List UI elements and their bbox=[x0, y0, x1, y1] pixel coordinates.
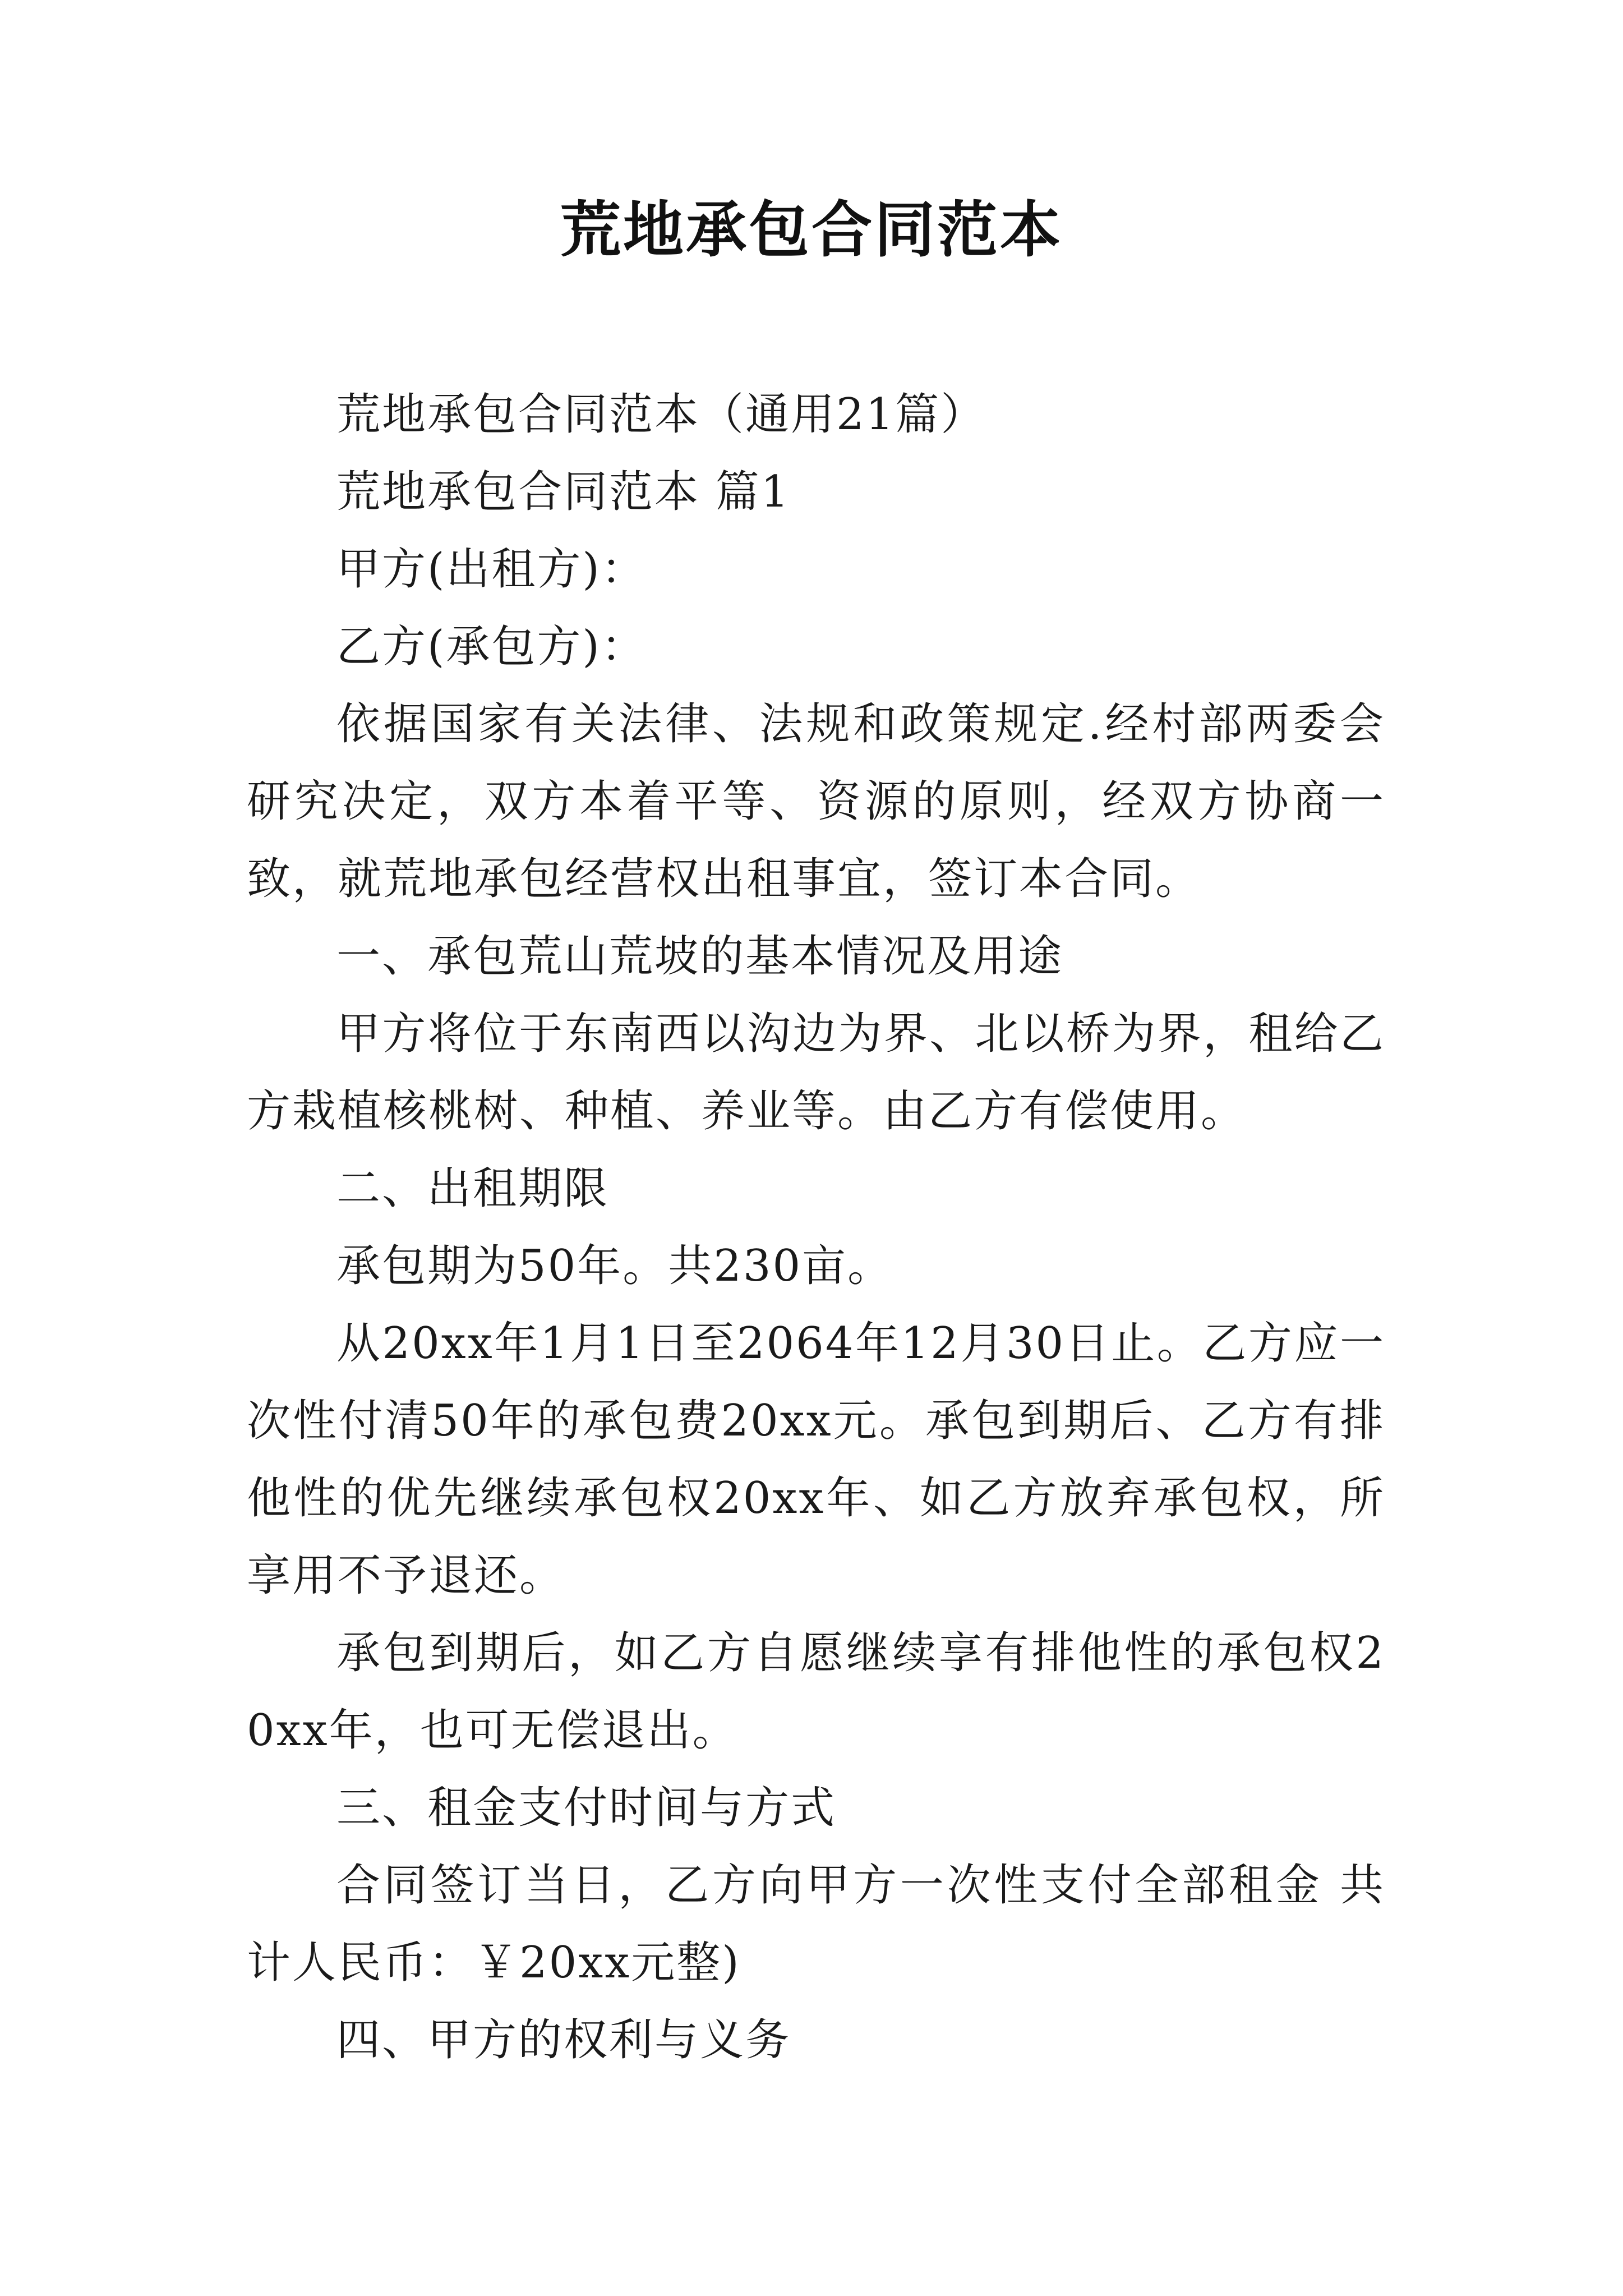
paragraph-clause-2-period: 从20xx年1月1日至2064年12月30日止。乙方应一次性付清50年的承包费20xx元。承包到期后、乙方有排他性的优先继续承包权20xx年、如乙方放弃承包权，所享用不予退还。 bbox=[247, 1318, 1385, 1601]
paragraph-clause-1-body: 甲方将位于东南西以沟边为界、北以桥为界，租给乙方栽植核桃树、种植、养业等。由乙方有偿使用。 bbox=[247, 1009, 1385, 1137]
document-title: 荒地承包合同范本 bbox=[560, 195, 1063, 265]
paragraph-clause-2-renewal: 承包到期后，如乙方自愿继续享有排他性的承包权20xx年，也可无偿退出。 bbox=[247, 1628, 1385, 1756]
paragraph-preamble: 依据国家有关法律、法规和政策规定.经村部两委会研究决定，双方本着平等、资源的原则，经双方协商一致，就荒地承包经营权出租事宜，签订本合同。 bbox=[247, 699, 1385, 904]
paragraph-section-heading: 荒地承包合同范本 篇1 bbox=[336, 467, 791, 517]
paragraph-clause-2-term: 承包期为50年。共230亩。 bbox=[336, 1241, 893, 1291]
paragraph-subtitle: 荒地承包合同范本（通用21篇） bbox=[336, 389, 986, 440]
paragraph-clause-4-heading: 四、甲方的权利与义务 bbox=[336, 2015, 791, 2065]
paragraph-clause-3-body: 合同签订当日，乙方向甲方一次性支付全部租金 共计人民币：￥20xx元整) bbox=[247, 1860, 1385, 1988]
document-body bbox=[247, 376, 1385, 2079]
paragraph-clause-2-heading: 二、出租期限 bbox=[336, 1163, 610, 1214]
paragraph-party-a: 甲方(出租方)： bbox=[336, 544, 647, 595]
paragraph-party-b: 乙方(承包方)： bbox=[336, 622, 647, 672]
paragraph-clause-1-heading: 一、承包荒山荒坡的基本情况及用途 bbox=[336, 931, 1064, 982]
paragraph-clause-3-heading: 三、租金支付时间与方式 bbox=[336, 1783, 837, 1833]
